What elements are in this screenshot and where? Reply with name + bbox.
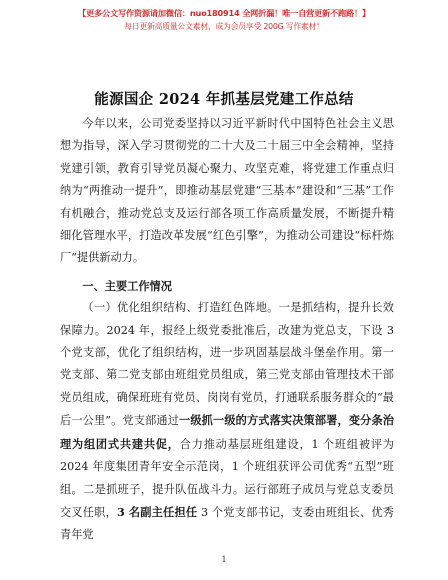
page-number: 1: [221, 555, 227, 564]
promo-line-2: 每日更新高质量公文素材，成为会员享受 200G 写作素材！: [124, 22, 324, 31]
promo-line-1: 【更多公文写作资源请加微信：nuo180914 全网折漏！唯一自营更新不跑路！】: [78, 8, 370, 18]
para-text: （一）优化组织结构、打造红色阵地。一是抓结构，提升长效保障力。2024 年，报经上级党委批准后，改建为党总支，下设 3 个党支部，优化了组织结构，进一步巩固基层战斗堡垒作用。第一党支部、第二党支部由班组党员组成，第三党支部由管理技术干部党员组成，确保班班有党员、岗岗有党员，打通联系服务群众的“最后一公里”。党支部通过: [60, 301, 394, 428]
promo-banner: [0, 7, 448, 33]
bold-phrase: 3 名副主任担任: [116, 504, 198, 519]
para-text: 合力推动基层班组建设，1 个班组被评为 2024 年度集团青年安全示范岗，1 个班组获评公司优秀“五型”班组。二是抓班子，提升队伍战斗力。运行部班子成员与党总支委员交叉任职，: [60, 437, 394, 519]
section-heading: 一、主要工作情况: [82, 278, 172, 293]
document-title: 能源国企 2024 年抓基层党建工作总结: [94, 91, 354, 108]
para-text: 3 个党支部书记，支委由班组长、优秀青年党: [60, 505, 394, 542]
bold-phrase: 变分条治理为组团式共建共促，: [60, 413, 394, 451]
intro-paragraph: 今年以来，公司党委坚持以习近平新时代中国特色社会主义思想为指导，深入学习贯彻党的二十大及二十届三中全会精神，坚持党建引领，教育引导党员凝心聚力、攻坚克难，将党建工作重点归纳为“两推动一提升”，即推动基层党建“三基本”建设和“三基”工作有机融合，推动党总支及运行部各项工作高质量发展，不断提升精细化管理水平，打造改革发展“红色引擎”，为推动公司建设“标杆炼厂”提供新动力。: [60, 117, 394, 265]
document-body: [60, 113, 394, 547]
bold-phrase: 一级抓一级的方式落实决策部署，: [179, 413, 349, 428]
body-paragraph: [60, 297, 394, 546]
